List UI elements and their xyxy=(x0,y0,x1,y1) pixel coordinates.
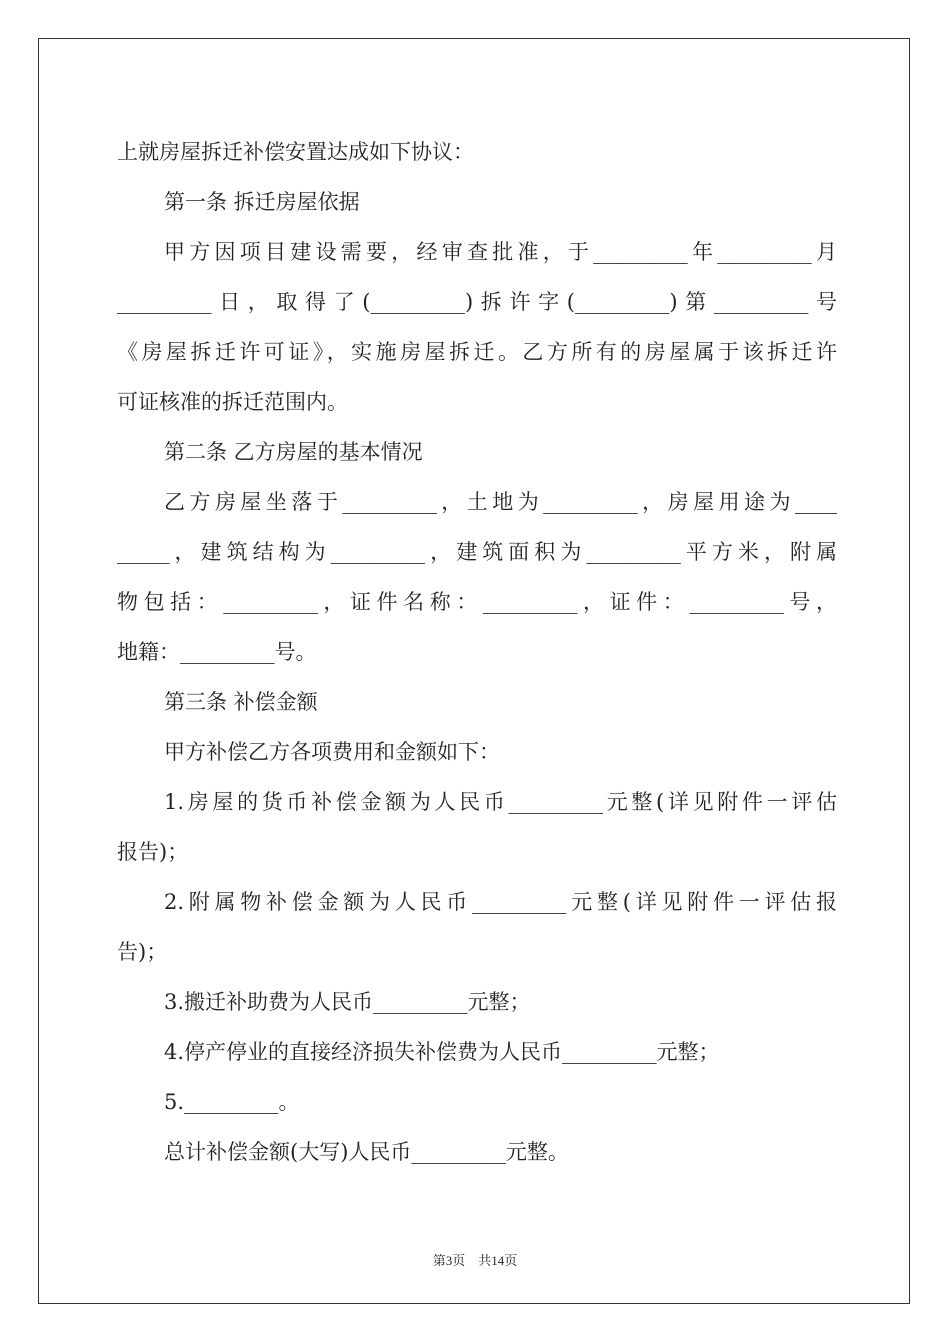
paragraph-line: 上就房屋拆迁补偿安置达成如下协议： xyxy=(117,140,474,164)
list-item-continuation: 告)； xyxy=(117,940,168,964)
article-heading: 第三条 补偿金额 xyxy=(164,690,318,714)
list-item: 3.搬迁补助费为人民币_________元整； xyxy=(164,990,531,1014)
list-item: 1.房屋的货币补偿金额为人民币_________元整(详见附件一评估 xyxy=(164,790,837,814)
list-item: 5._________。 xyxy=(164,1090,300,1114)
paragraph-line: 《房屋拆迁许可证》，实施房屋拆迁。乙方所有的房屋属于该拆迁许 xyxy=(117,340,837,364)
page-footer: 第3页 共14页 xyxy=(432,1253,518,1268)
paragraph-line: _____，建筑结构为_________，建筑面积为_________平方米，附属 xyxy=(117,540,837,564)
paragraph-line: 地籍：_________号。 xyxy=(117,640,317,664)
paragraph-line: 物包括：_________，证件名称：_________，证件：_________号， xyxy=(117,590,837,614)
paragraph-line: 可证核准的拆迁范围内。 xyxy=(117,390,348,414)
article-heading: 第二条 乙方房屋的基本情况 xyxy=(164,440,423,464)
paragraph-line: 甲方因项目建设需要，经审查批准，于_________年_________月 xyxy=(164,240,837,264)
list-item-continuation: 报告)； xyxy=(117,840,189,864)
total-line: 总计补偿金额(大写)人民币_________元整。 xyxy=(164,1140,569,1164)
paragraph-line: 乙方房屋坐落于_________，土地为_________，房屋用途为____ xyxy=(164,490,837,514)
paragraph-line: _________日，取得了(_________)拆许字(_________)第_________号 xyxy=(117,290,837,314)
article-heading: 第一条 拆迁房屋依据 xyxy=(164,190,360,214)
paragraph-line: 甲方补偿乙方各项费用和金额如下： xyxy=(164,740,500,764)
list-item: 2.附属物补偿金额为人民币_________元整(详见附件一评估报 xyxy=(164,890,837,914)
list-item: 4.停产停业的直接经济损失补偿费为人民币_________元整； xyxy=(164,1040,720,1064)
